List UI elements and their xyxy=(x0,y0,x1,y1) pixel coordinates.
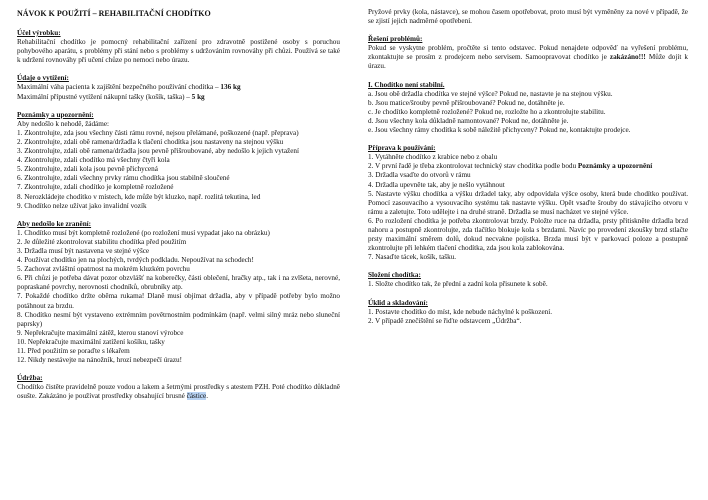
list-item: 11. Před použitím se poraďte s lékařem xyxy=(17,347,130,355)
rubber-parts-text: Pryžové prvky (kola, nástavce), se mohou časem opotřebovat, proto musí být vyměněny za nové v případě, že se zjistí jejich nadměrné opotřebení. xyxy=(368,8,688,26)
problems-text: Pokud se vyskytne problém, pročtěte si tento odstavec. Pokud nenajdete odpověď na vyřešení problému, zkontaktujte se prosím z prodejcem nebo servisem. Samoopravovat chodítko je zakázáno!!! Může dojít k úrazu. xyxy=(368,44,688,71)
purpose-heading: Účel výrobku: xyxy=(17,29,61,37)
left-column xyxy=(17,8,340,401)
load-line-bag: Maximální přípustné vytížení nákupní tašky (košík, taška) – 5 kg xyxy=(17,92,205,101)
list-item: 4. Držadla upevněte tak, aby je nešlo vytáhnout xyxy=(368,180,505,189)
list-item: b. Jsou matice/šrouby pevně přišroubované? Pokud ne, dotáhněte je. xyxy=(368,98,565,107)
list-item: 10. Nepřekračujte maximální zatížení košíku, tašky xyxy=(17,337,165,346)
list-item: 4. Zkontrolujte, zdali chodítko má všechny čtyři kola xyxy=(17,156,170,165)
right-column xyxy=(368,8,688,326)
list-item: 6. Po rozložení chodítka je potřeba zkontrolovat brzdy. Položte ruce na držadla, prsty přitiskněte držadla brzd nahoru a postupně zkontrolujte, zda tlačítko blokuje kola s brzdami. Navíc po provedení zkoušky brzd stlačte prsty maximální směrem dolů, dokud necvakne pojistka. Brzda musí být v parkovací poloze a postupně zkontrolujte při lehkém tlačení chodítka, zda jsou kola zablokována. xyxy=(368,216,688,253)
list-item: 3. Držadla musí být nastavena ve stejné výšce xyxy=(17,246,150,255)
list-item: 7. Zkontrolujte, zdali chodítko je kompletně rozložené xyxy=(17,183,174,192)
list-item: 8. Chodítko nesmí být vystaveno extrémním povětrnostním podmínkám (např. velmi silný mráz nebo sluneční paprsky) xyxy=(17,310,340,328)
list-item: a. Jsou obě držadla chodítka ve stejné výšce? Pokud ne, nastavte je na stejnou výšku. xyxy=(368,89,613,98)
list-item: 1. Vytáhněte chodítko z krabice nebo z obalu xyxy=(368,153,498,162)
notes-heading: Poznámky a upozornění: xyxy=(17,110,94,119)
list-item: c. Je chodítko kompletně rozložené? Pokud ne, rozložte ho a zkontrolujte stabilitu. xyxy=(368,107,606,116)
list-item: 5. Zkontrolujte, zdali kola jsou pevně přichycená xyxy=(17,165,158,174)
folding-heading: Složení chodítka: xyxy=(368,271,421,280)
load-line-patient: Maximální váha pacienta k zajištění bezpečného používání chodítka – 136 kg xyxy=(17,83,241,92)
list-item: 3. Zkontrolujte, zdali obě ramena/držadla jsou pevně přišroubované, aby nedošlo k jejich vytažení xyxy=(17,147,300,156)
list-item: e. Jsou všechny rámy chodítka k sobě náležitě přichyceny? Pokud ne, kontaktujte prodejce. xyxy=(368,126,631,135)
unstable-heading: I. Chodítko není stabilní. xyxy=(368,80,445,89)
list-item: 3. Držadla vsaďte do otvorů v rámu xyxy=(368,171,471,180)
list-item: 12. Nikdy nestávejte na nánožník, hrozí nebezpečí úrazu! xyxy=(17,356,183,365)
list-item: 2. V první řadě je třeba zkontrolovat technický stav chodítka podle bodu Poznámky a upozornění xyxy=(368,162,653,171)
list-item: 6. Při chůzi je potřeba dávat pozor obzvlášť na koberečky, části oblečení, hračky atp., tak i na zvlšeta, nerovné, popraskané povrchy, nerovnosti chodníků, obrubníky atp. xyxy=(17,274,340,292)
notes-intro: Aby nedošlo k nehodě, žádáme: xyxy=(17,119,110,128)
list-item: 5. Nastavte výšku chodítka a výšku držadel taky, aby odpovídala výšce osoby, která bude chodítko používat. Pomocí zasouvacího a vysouvacího systému tak nastavte výšku. Opět vsaďte šrouby do stávajícího otvoru v rámu a zaletujte. Toto udělejte i na druhé straně. Držadla se musí nacházet ve stejné výšce. xyxy=(368,189,688,216)
list-item: 5. Zachovat zvláštní opatrnost na mokrém kluzkém povrchu xyxy=(17,265,190,274)
list-item: 1. Zkontrolujte, zda jsou všechny části rámu rovné, nejsou přelámané, poškozené (např. přeprava) xyxy=(17,128,299,137)
list-item: 2. Zkontrolujte, zdali obě ramena/držadla k tlačení chodítka jsou nastaveny na stejnou výšku xyxy=(17,137,284,146)
problems-heading: Řešení problémů: xyxy=(368,35,423,44)
highlighted-word: částice xyxy=(186,392,207,401)
list-item: d. Jsou všechny kola důkladně namontované? Pokud ne, dotáhněte je. xyxy=(368,116,569,125)
list-item: 9. Chodítko nelze užívat jako invalidní vozík xyxy=(17,201,147,210)
document-title: NÁVOK K POUŽITÍ – REHABILITAČNÍ CHODÍTKO xyxy=(17,9,211,18)
list-item: 1. Složte chodítko tak, že přední a zadní kola přisunete k sobě. xyxy=(368,280,548,289)
list-item: 2. Je důležité zkontrolovat stabilitu chodítka před použitím xyxy=(17,237,187,246)
list-item: 1. Chodítko musí být kompletně rozložené (po rozložení musí vypadat jako na obrázku) xyxy=(17,228,270,237)
list-item: 7. Pokaždé chodítko držte oběma rukama! Dlaně musí objímat držadla, aby v případě potřeby bylo možno potáhnout za brzdu. xyxy=(17,292,340,310)
list-item: 7. Nasaďte tácek, košík, tašku. xyxy=(368,253,457,262)
maintenance-text: Chodítko čistěte pravidelně pouze vodou a lakem a šetrnými prostředky s atestem PZH. Poté chodítko důkladně osušte. Zakázáno je používat prostředky obsahující brusné částice. xyxy=(17,383,340,401)
unstable-list xyxy=(368,90,688,135)
list-item: 8. Nerozkládejte chodítko v místech, kde může být kluzko, např. rozlitá tekutina, led xyxy=(17,192,261,201)
list-item: 2. V případě znečištění se řiďte odstavcem „Údržba“. xyxy=(368,316,522,325)
list-item: 9. Nepřekračujte maximální zátěž, kterou stanoví výrobce xyxy=(17,328,184,337)
load-heading: Údaje o vytížení: xyxy=(17,74,69,83)
list-item: 1. Postavte chodítko do míst, kde nebude náchylné k poškození. xyxy=(368,307,553,316)
purpose-text: Rehabilitační chodítko je pomocný rehabilitační zařízení pro zdravotně postižené osoby s poruchou pohybového aparátu, s problémy při stání nebo s problémy s udržováním rovnováhy při chůzi. Používá se také k udržení rovnováhy při učení chůze po nemoci nebo úrazu. xyxy=(17,38,340,65)
injury-heading: Aby nedošlo ke zranění: xyxy=(17,219,92,228)
injury-list xyxy=(17,229,340,365)
list-item: 4. Používat chodítko jen na plochých, tvrdých podkladu. Nepoužívat na schodech! xyxy=(17,256,254,265)
notes-list xyxy=(17,129,340,211)
storage-heading: Úklid a skladování: xyxy=(368,298,428,307)
preparation-heading: Příprava k používání: xyxy=(368,144,436,153)
list-item: 6. Zkontrolujte, zdali všechny prvky rámu chodítka jsou stabilně sloučené xyxy=(17,174,230,183)
preparation-list xyxy=(368,153,688,262)
maintenance-heading: Údržba: xyxy=(17,374,43,383)
